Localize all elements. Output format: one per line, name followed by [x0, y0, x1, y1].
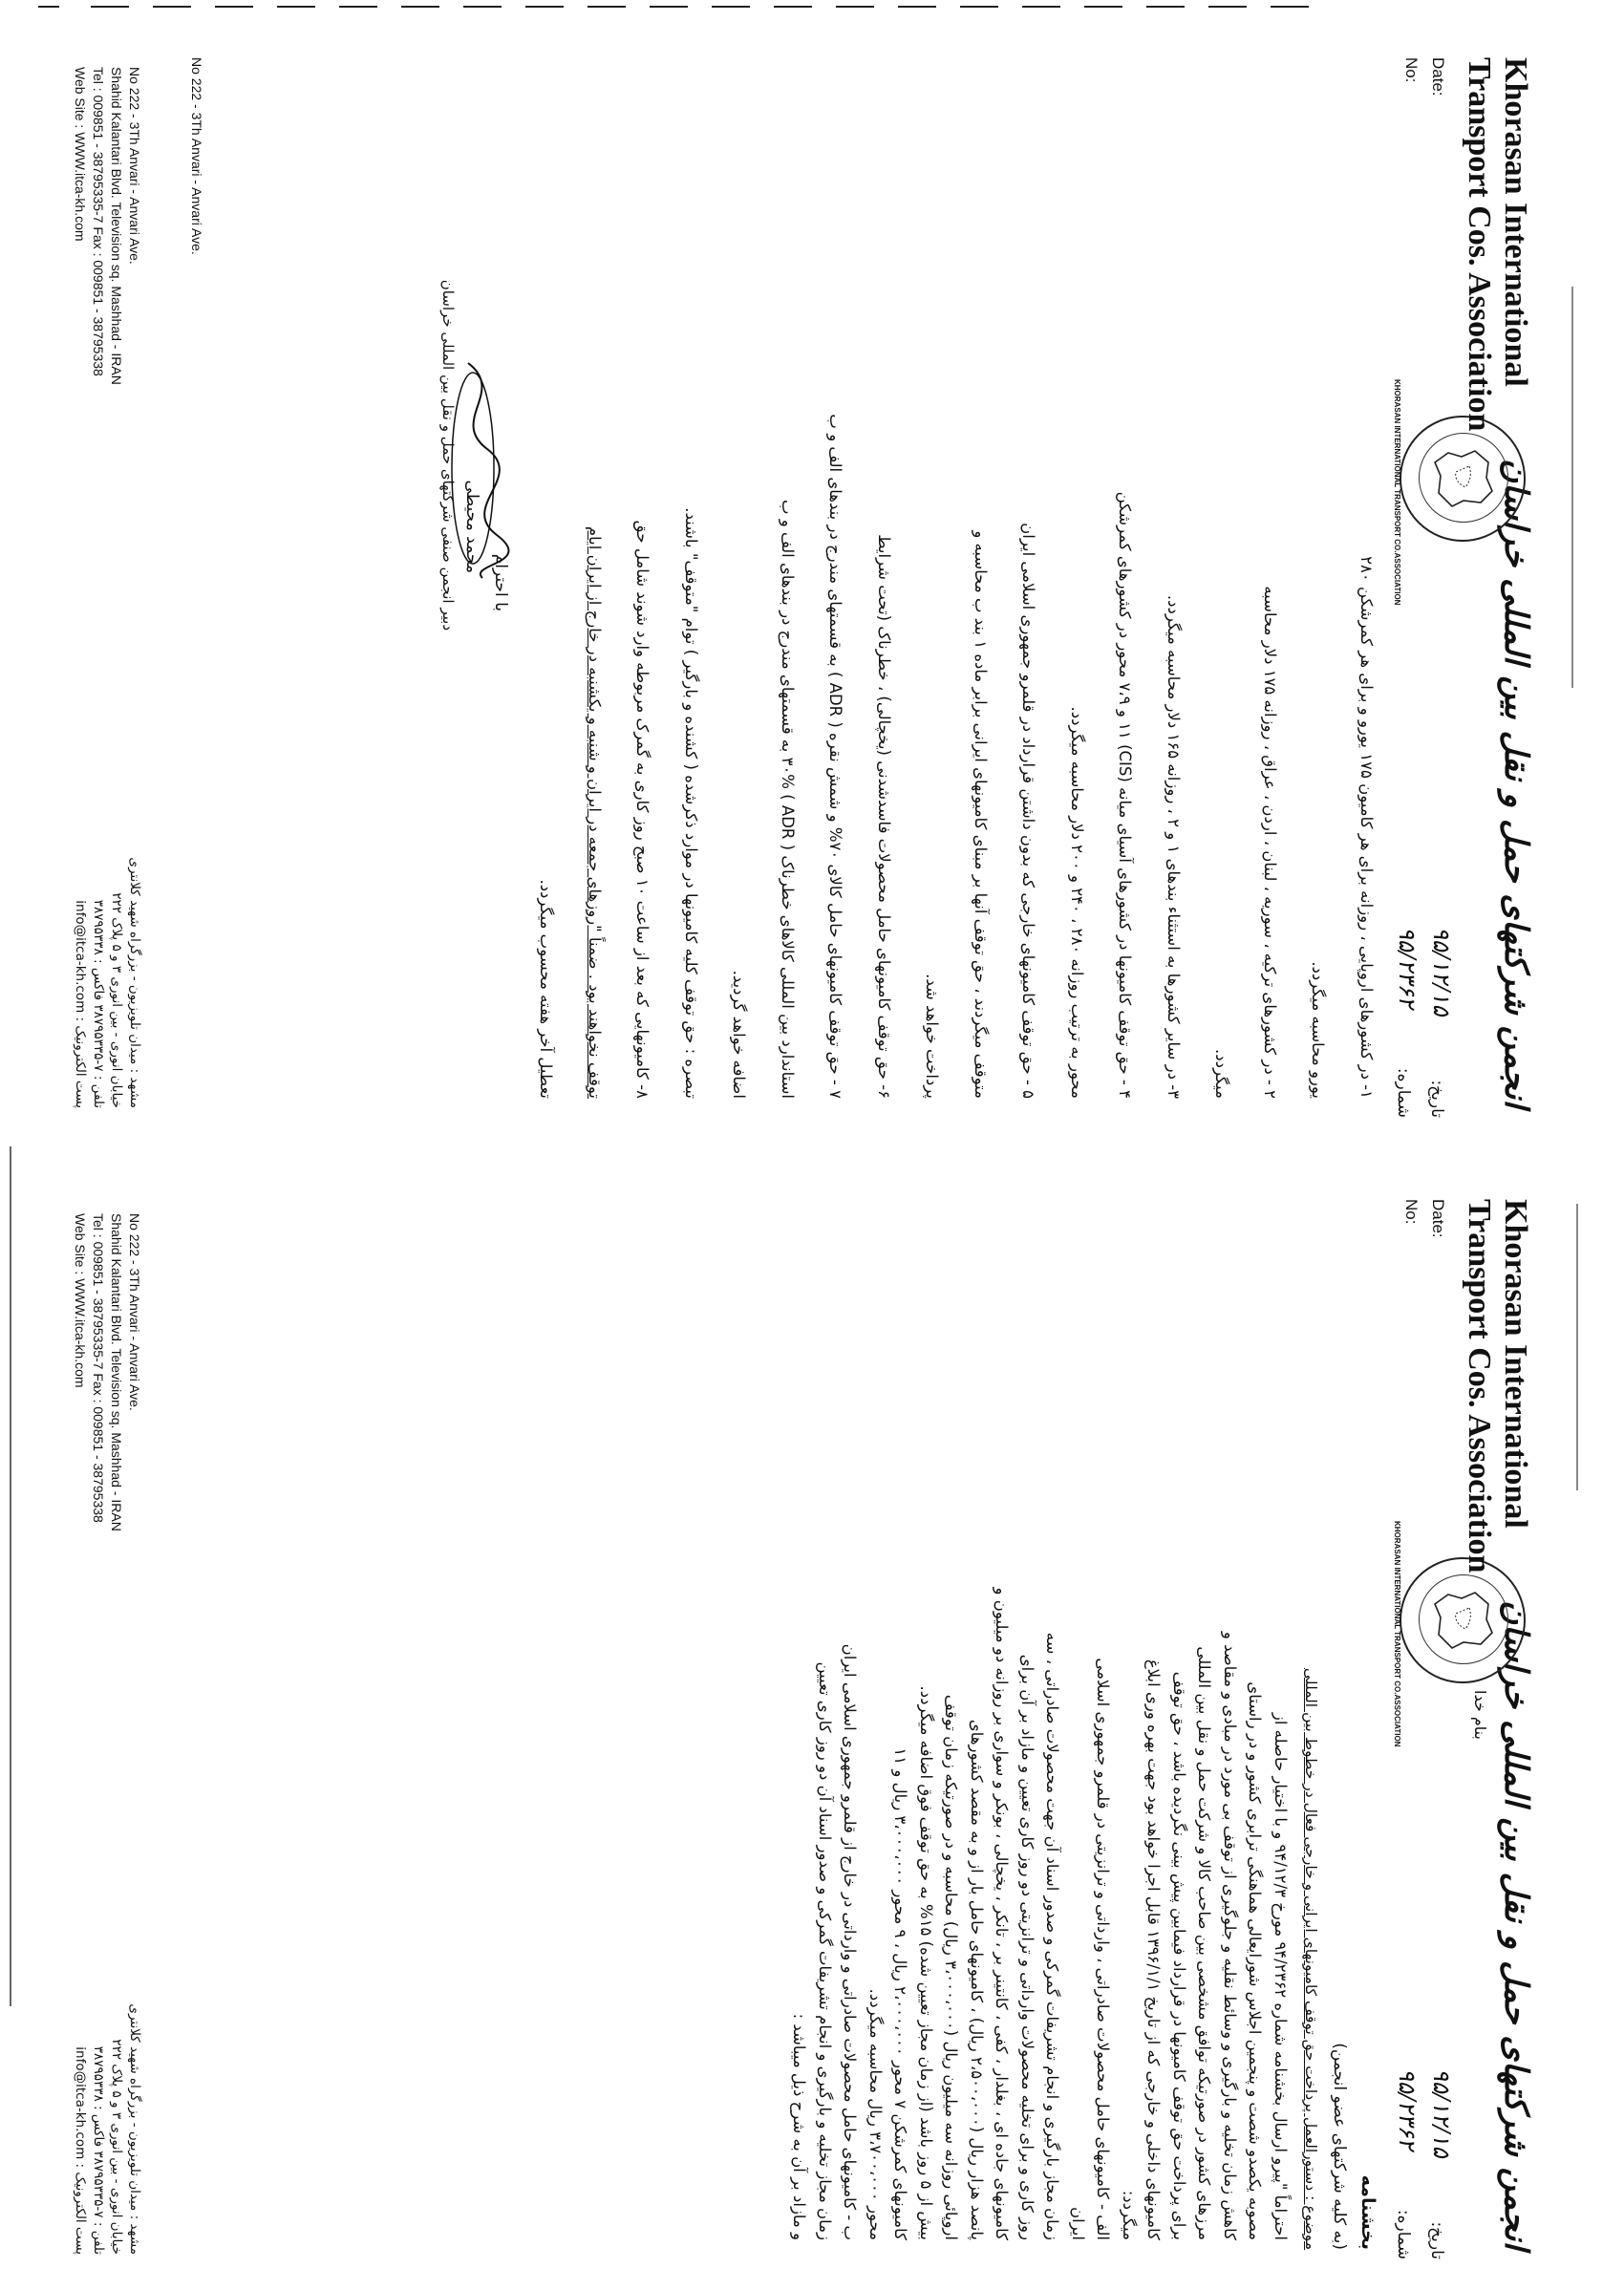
date-label-en: Date:: [1429, 57, 1447, 96]
body-line: مصوبه یکصدو شصت و پنجمین اجلاس شورایعالی هماهنگی ترابری کشور و در راستای: [1246, 1681, 1265, 2240]
org-name-en-line2: Transport Cos. Association: [1462, 1199, 1497, 1573]
org-name-en-line2: Transport Cos. Association: [1462, 57, 1497, 432]
footer-en-line: Web Site : WWW.itca-kh.com: [73, 67, 88, 242]
body-line: پرداخت خواهد شد.: [923, 974, 942, 1099]
footer-fa-line: پست الکترونیک : info@itca-kh.com: [73, 2046, 88, 2255]
signature-scribble: [439, 353, 516, 583]
no-value: ۹۵/۲۳۶۲: [1394, 2068, 1421, 2151]
body-line: تعطیل آخر هفته محسوب میگردد.: [537, 879, 556, 1099]
body-line: متوقف میگردند ، حق توقف آنها بر مبنای کامیونهای ایرانی برابر ماده ۱ بند ب محاسبه و: [972, 530, 990, 1099]
body-line: احتراماً "پیرو ارسال بخشنامه شماره ۹۴/۲۳۶۲ مورخ ۹۴/۱۲/۳ و با اختیار حاصله از: [1271, 1712, 1290, 2240]
footer-fa-line: تلفن : ۷-۳۸۷۹۵۳۳۵ فاکس : ۳۸۷۹۵۳۳۸: [91, 899, 106, 1108]
map-icon: [1420, 434, 1507, 522]
org-name-fa: انجمن شرکتهای حمل و نقل بین المللی خراسان: [1497, 459, 1535, 1108]
no-label-fa: شماره:: [1394, 2209, 1413, 2259]
subject: موضوع : دستورالعمل پرداخت حق توقف کامیونهای ایرانی و خارجی فعال در خطوط بین المللی: [1302, 1667, 1319, 2250]
body-line: ۸- کامیونهایی که بعد از ساعت ۱۰ صبح روز کاری به گمرک مربوطه وارد شوند شامل حق: [633, 520, 652, 1099]
body-line: بیش از ۵ روز باشد (از زمان مجاز تعیین شده) ۱۵% به حق توقف فوق اضافه میگردد.: [917, 1685, 935, 2240]
footer-en-line: No 222 - 3Th Anvari - Anvari Ave.: [189, 57, 204, 255]
seal-map-emblem: [1419, 433, 1508, 523]
body-line: تبصره : حق توقف کلیه کامیونها در موارد ذکرشده ( کشنده و بارگیر ) توام "متوقف" باشند.: [682, 507, 700, 1099]
body-line: ب - کامیونهای حامل محصولات صادراتی و وارداتی در خارج از قلمرو جمهوری اسلامی ایران: [841, 1643, 860, 2240]
left-edge-line: [10, 1146, 11, 2006]
signatory-title: دبیر انجمن صنفی شرکتهای حمل و نقل بین المللی خراسان: [439, 279, 457, 631]
signatory-name: محمد محیطی: [462, 480, 481, 573]
body-line: میگردد:: [1120, 2190, 1138, 2240]
body-line: زمان مجاز بارگیری و انجام تشریفات گمرکی و صدور اسناد آن جهت محصولات صادراتی ، سه: [1043, 1632, 1062, 2240]
date-value: ۹۵/۱۲/۱۵: [1428, 927, 1455, 1017]
body-line: ۳- در سایر کشورها به استثناء بندهای ۱ و ۲ ، روزانه ۱۶۵ دلار محاسبه میگردد.: [1165, 594, 1183, 1099]
seal-text: KHORASAN INTERNATIONAL TRANSPORT CO.ASSOCIATION: [1393, 1521, 1401, 1747]
body-line: ۵ - حق توقف کامیونهای خارجی که بدون داشتن قرارداد در قلمرو جمهوری اسلامی ایران: [1019, 523, 1038, 1099]
no-value: ۹۵/۲۳۶۲: [1394, 927, 1421, 1009]
letter-sheet-2: [769, 1180, 1543, 2269]
letter-body: [786, 1237, 1293, 2240]
no-label-en: No:: [1402, 57, 1421, 83]
footer-en-line: No 222 - 3Th Anvari - Anvari Ave.: [127, 1213, 142, 1411]
body-line: میگردد.: [1212, 1049, 1231, 1099]
footer-fa-line: مشهد : میدان تلویزیون - بزرگراه شهید کلانتری: [127, 857, 142, 1108]
body-line: کامیونهای جاده ای ، بغلدار ، کفی ، کانتینر بر ، تانکر ، یخچالی ، بونکر و سواری بر روزانه دو میلیون و: [993, 1587, 1012, 2240]
body-line: ۴ - حق توقف کامیونها در کشورهای آسیای میانه (CIS) ۱۱ و ۷،۹ محور در کشورهای کمرشکن: [1116, 491, 1135, 1099]
body-line: محور به ترتیب روزانه ۲۸۰ ، ۲۴۰ و ۲۰۰ دلار محاسبه میگردد.: [1068, 706, 1086, 1099]
association-seal: [1393, 379, 1526, 606]
body-line: ۷ - حق توقف کامیونهای حامل کالای ۷۰% و شمش نقره ( ADR ) به قسمتهای مندرج در بندهای الف و ب: [826, 414, 845, 1099]
footer-fa-line: تلفن : ۷-۳۸۷۹۵۳۳۵ فاکس : ۳۸۷۹۵۳۳۸: [91, 2045, 106, 2255]
body-line: توقف نخواهند بود . ضمناً "روزهای جمعه در ایران و شنبه و یکشنبه در خارج از ایران ایام: [586, 525, 604, 1099]
date-value: ۹۵/۱۲/۱۵: [1428, 2068, 1455, 2158]
body-line: کامیونهای داخلی و خارجی که از تاریخ ۱۳۹۶/۱/۱ قابل اجرا خواهد بود جهت بهره وری ابلاغ: [1144, 1659, 1164, 2240]
body-line: و مازاد بر آن به شرح ذیل میباشد :: [790, 2013, 809, 2240]
sheet-1-footer: [29, 57, 143, 1108]
body-line: ۲ - در کشورهای ترکیه ، سوریه ، لبنان ، اردن ، عراق ، روزانه ۱۷۵ دلار محاسبه: [1261, 586, 1279, 1099]
body-line: محور ۳،۷۰۰،۰۰۰ ریال محاسبه میگردد.: [866, 1988, 885, 2240]
seal-map-emblem: [1419, 1574, 1508, 1664]
date-label-en: Date:: [1429, 1199, 1447, 1238]
right-edge-line: [1571, 287, 1573, 688]
footer-fa-line: خیابان انوری - بین انوری ۳ و ۵ پلاک ۲۲۲: [109, 892, 124, 1108]
org-name-en-line1: Khorasan International: [1498, 57, 1533, 387]
footer-en-line: Shahid Kalantari Blvd. Television sq. Mashhad - IRAN: [109, 1213, 124, 1531]
body-line: مرزهای کشور در صورتیکه توافق مشخصی بین صاحب کالا و شرکت حمل و نقل بین المللی: [1195, 1646, 1214, 2240]
body-line: کامیونهای کمرشکن ۷ محور ۲،۰۰۰،۰۰۰ ریال ، ۹ محور ۳،۰۰۰،۰۰۰ ریال و ۱۱: [891, 1747, 910, 2240]
body-line: الف - کامیونهای حامل محصولات صادراتی ، وارداتی و ترانزیتی در قلمرو جمهوری اسلامی: [1094, 1658, 1113, 2240]
letter-body: [522, 96, 1390, 1099]
body-line: ایران: [1069, 2207, 1087, 2240]
recipients: (به کلیه شرکتهای عضو انجمن): [1330, 2043, 1349, 2250]
footer-en-line: Tel : 009851 - 38795335-7 Fax : 009851 - 38795338: [91, 1213, 106, 1523]
footer-en-line: Web Site : WWW.itca-kh.com: [73, 1213, 88, 1388]
org-name-en-line1: Khorasan International: [1498, 1199, 1533, 1529]
body-line: استاندارد بین المللی کالاهای خطرناک ( ADR ) ۳۰% به قسمتهای مندرج در بندهای الف و ب: [779, 500, 797, 1099]
body-line: اروپائی روزانه سه میلیون ریال (۳،۰۰۰،۰۰۰ ریال) محاسبه و در صورتیکه زمان توقف: [942, 1694, 961, 2240]
body-line: ۱- در کشورهای اروپایی ، روزانه برای هر کامیون ۱۷۵ یورو و برای هر کمرشکن ۲۸۰: [1357, 556, 1376, 1099]
no-label-en: No:: [1402, 1199, 1421, 1225]
letter-sheet-1: [189, 38, 1543, 1127]
body-line: پانصد هزار ریال (۲،۵۰۰،۰۰۰ ریال) ، کامیونهای حامل بار از و به مقصد کشورهای: [968, 1719, 986, 2240]
body-line: برای پرداخت حق توقف کامیونها در قرارداد فیمابین پیش بینی نگردیده باشد ، حق توقف: [1170, 1671, 1188, 2240]
footer-fa-line: مشهد : میدان تلویزیون - بزرگراه شهید کلانتری: [127, 2003, 142, 2255]
body-line: یورو محاسبه میگردد.: [1309, 961, 1328, 1099]
sheet-2-footer: [29, 1204, 143, 2255]
body-line: اضافه خواهد گردید.: [730, 970, 749, 1099]
footer-en-line: No 222 - 3Th Anvari - Anvari Ave.: [127, 67, 142, 265]
date-label-fa: تاریخ:: [1427, 1080, 1446, 1118]
closing: با احترام: [491, 553, 510, 611]
body-line: زمان مجاز تخلیه و بارگیری و انجام تشریفات گمرکی و صدور اسناد آن دو روز کاری تعیین: [816, 1661, 834, 2240]
body-line: ۶- حق توقف کامیونهای حامل محصولات فاسدشدنی (یخچالی) ، خطرناک (تحت شرایط: [875, 534, 893, 1099]
body-line: کاهش زمان تخلیه و بارگیری و وسائط نقلیه و جلوگیری از توقف بی مورد در مبادی و مقاصد و: [1221, 1631, 1239, 2240]
doc-type: بخشنامه: [1357, 2174, 1378, 2250]
right-edge-line-2: [1576, 1204, 1578, 1490]
body-line: روز کاری و برای تخلیه محصولات وارداتی و ترانزیتی دو روز کاری تعیین و مازاد بر آن برای: [1018, 1654, 1036, 2240]
seal-text: KHORASAN INTERNATIONAL TRANSPORT CO.ASSOCIATION: [1393, 379, 1401, 606]
map-icon: [1420, 1575, 1507, 1663]
footer-fa-line: پست الکترونیک : info@itca-kh.com: [73, 900, 88, 1108]
bismillah: بنام خدا: [1471, 1690, 1489, 1740]
footer-en-line: Shahid Kalantari Blvd. Television sq. Mashhad - IRAN: [109, 67, 124, 385]
date-label-fa: تاریخ:: [1427, 2221, 1446, 2259]
no-label-fa: شماره:: [1394, 1067, 1413, 1118]
org-name-fa: انجمن شرکتهای حمل و نقل بین المللی خراسان: [1497, 1600, 1535, 2250]
footer-fa-line: خیابان انوری - بین انوری ۳ و ۵ پلاک ۲۲۲: [109, 2039, 124, 2255]
footer-en-line: Tel : 009851 - 38795335-7 Fax : 009851 - 38795338: [91, 67, 106, 376]
